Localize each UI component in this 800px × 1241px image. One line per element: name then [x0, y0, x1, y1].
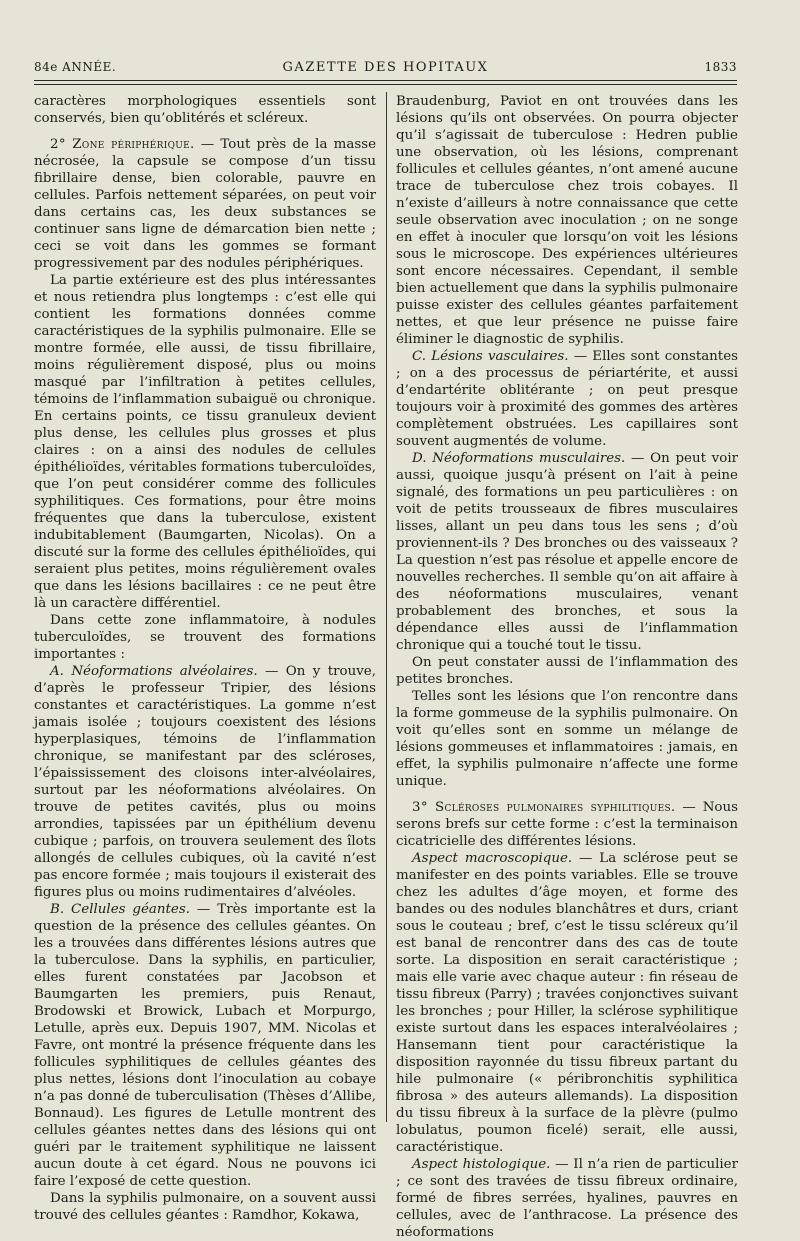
paragraph-text: — Nous serons brefs sur cette forme : c’est la terminaison cicatricielle des différentes lésions.	[396, 800, 738, 849]
paragraph-text: Dans la syphilis pulmonaire, on a souvent aussi trouvé des cellules géantes : Ramdhor, Kokawa,	[34, 1191, 376, 1223]
column-divider	[386, 92, 387, 1122]
running-header	[34, 60, 737, 76]
paragraph	[34, 272, 376, 612]
paragraph	[34, 93, 376, 127]
section-heading: 2° Zone périphérique.	[50, 137, 195, 152]
paragraph	[396, 850, 738, 1156]
header-year: 84e ANNÉE.	[34, 60, 117, 74]
paragraph	[396, 654, 738, 688]
header-rule-bottom	[34, 84, 737, 85]
paragraph-text: On peut constater aussi de l’inflammation des petites bronches.	[396, 655, 738, 687]
subsection-heading: C. Lésions vasculaires.	[412, 349, 569, 364]
paragraph-text: — On y trouve, d’après le professeur Tripier, des lésions constantes et caractéristiques. La gomme n’est jamais isolée ; toujours coexistent des lésions hyperplasiques, témoins de l’inflammation chronique, se manifestant par des scléroses, l’épaississement des cloisons inter-alvéolaires, surtout par les néoformations alvéolaires. On trouve de petites cavités, plus ou moins arrondies, tapissées par un épithélium devenu cubique ; parfois, on trouvera seulement des îlots allongés de cellules cubiques, où la cavité n’est pas encore formée ; mais toujours il existerait des figures plus ou moins rudimentaires d’alvéoles.	[34, 664, 376, 900]
paragraph-text: — La sclérose peut se manifester en des points variables. Elle se trouve chez les adultes d’âge moyen, et forme des bandes ou des nodules blanchâtres et durs, criant sous le couteau ; bref, c’est le tissu scléreux qu’il est banal de rencontrer dans des cas de toute sorte. La disposition en serait caractéristique ; mais elle varie avec chaque auteur : fin réseau de tissu fibreux (Parry) ; travées conjonctives suivant les bronches ; pour Hiller, la sclérose syphilitique existe surtout dans les espaces interalvéolaires ; Hansemann tient pour caractéristique la disposition rayonnée du tissu fibreux partant du hile pulmonaire (« péribronchitis syphilitica fibrosa » des auteurs allemands). La disposition du tissu fibreux à la surface de la plèvre (pulmo lobulatus, poumon ficelé) serait, elle aussi, caractéristique.	[396, 851, 738, 1155]
paragraph-text: Dans cette zone inflammatoire, à nodules tuberculoïdes, se trouvent des formations importantes :	[34, 613, 376, 662]
subsection-heading: D. Néoformations musculaires.	[412, 451, 626, 466]
subsection-heading: Aspect histologique.	[412, 1157, 551, 1172]
left-column	[34, 93, 376, 1224]
paragraph	[34, 663, 376, 901]
paragraph-text: Telles sont les lésions que l’on rencontre dans la forme gommeuse de la syphilis pulmonaire. On voit qu’elles sont en somme un mélange de lésions gommeuses et inflammatoires : jamais, en effet, la syphilis pulmonaire n’affecte une forme unique.	[396, 689, 738, 789]
section-heading: 3° Scléroses pulmonaires syphilitiques.	[412, 800, 676, 815]
paragraph	[34, 1190, 376, 1224]
paragraph	[34, 612, 376, 663]
paragraph-text: — Tout près de la masse nécrosée, la capsule se compose d’un tissu fibrillaire dense, bien colorable, pauvre en cellules. Parfois nettement séparées, on peut voir dans certains cas, les deux substances se continuer sans ligne de démarcation bien nette ; ceci se voit dans les gommes se formant progressivement par des nodules périphériques.	[34, 137, 376, 271]
header-rule-top	[34, 80, 737, 81]
page-number: 1833	[704, 60, 737, 74]
subsection-heading: Aspect macroscopique.	[412, 851, 573, 866]
subsection-heading: B. Cellules géantes.	[50, 902, 190, 917]
paragraph-text: Braudenburg, Paviot en ont trouvées dans les lésions qu’ils ont observées. On pourra objecter qu’il s’agissait de tuberculose : Hedren publie une observation, où les lésions, comprenant follicules et cellules géantes, n’ont amené aucune trace de tuberculose chez trois cobayes. Il n’existe d’ailleurs à notre connaissance que cette seule observation avec inoculation ; on ne songe en effet à inoculer que lorsqu’on voit les lésions sous le microscope. Des expériences ultérieures sont encore nécessaires. Cependant, il semble bien actuellement que dans la syphilis pulmonaire puisse exister des cellules géantes parfaitement nettes, et que leur présence ne puisse faire éliminer le diagnostic de syphilis.	[396, 94, 738, 347]
paragraph-text: — Très importante est la question de la présence des cellules géantes. On les a trouvées dans différentes lésions autres que la tuberculose. Dans la syphilis, en particulier, elles furent constatées par Jacobson et Baumgarten les premiers, puis Renaut, Brodowski et Browick, Lubach et Morpurgo, Letulle, après eux. Depuis 1907, MM. Nicolas et Favre, ont montré la présence fréquente dans les follicules syphilitiques de cellules géantes des plus nettes, lésions dont l’inoculation au cobaye n’a pas donné de tuberculisation (Thèses d’Allibe, Bonnaud). Les figures de Letulle montrent des cellules géantes nettes dans des lésions qui ont guéri par le traitement syphilitique ne laissent aucun doute à cet égard. Nous ne pouvons ici faire l’exposé de cette question.	[34, 902, 376, 1189]
paragraph-text: La partie extérieure est des plus intéressantes et nous retiendra plus longtemps : c’est elle qui contient les formations données comme caractéristiques de la syphilis pulmonaire. Elle se montre formée, elle aussi, de tissu fibrillaire, moins régulièrement disposé, plus ou moins masqué par l’infiltration à petites cellules, témoins de l’inflammation subaiguë ou chronique. En certains points, ce tissu granuleux devient plus dense, les cellules plus grosses et plus claires : on a ainsi des nodules de cellules épithélioïdes, véritables formations tuberculoïdes, que l’on peut considérer comme des follicules syphilitiques. Ces formations, pour être moins fréquentes que dans la tuberculose, existent indubitablement (Baumgarten, Nicolas). On a discuté sur la forme des cellules épithélioïdes, qui seraient plus petites, moins régulièrement ovales que dans les lésions bacillaires : ce ne peut être là un caractère différentiel.	[34, 273, 376, 611]
paragraph	[34, 136, 376, 272]
paragraph	[396, 688, 738, 790]
paragraph-text: caractères morphologiques essentiels sont conservés, bien qu’oblitérés et scléreux.	[34, 94, 376, 126]
paragraph	[34, 901, 376, 1190]
paragraph	[396, 799, 738, 850]
paragraph	[396, 93, 738, 348]
paragraph	[396, 348, 738, 450]
paragraph-text: — Il n’a rien de particulier ; ce sont des travées de tissu fibreux ordinaire, formé de fibres serrées, hyalines, pauvres en cellules, avec de l’anthracose. La présence des néoformations	[396, 1157, 738, 1240]
paragraph	[396, 450, 738, 654]
paragraph-text: — Elles sont constantes ; on a des processus de périartérite, et aussi d’endartérite oblitérante ; on peut presque toujours voir à proximité des gommes des artères complètement obstruées. Les capillaires sont souvent augmentés de volume.	[396, 349, 738, 449]
journal-title: GAZETTE DES HOPITAUX	[282, 60, 489, 75]
paragraph-text: — On peut voir aussi, quoique jusqu’à présent on l’ait à peine signalé, des formations un peu particulières : on voit de petits trousseaux de fibres musculaires lisses, allant un peu dans tous les sens ; d’où proviennent-ils ? Des bronches ou des vaisseaux ? La question n’est pas résolue et appelle encore de nouvelles recherches. Il semble qu’on ait affaire à des néoformations musculaires, venant probablement des bronches, et sous la dépendance elles aussi de l’inflammation chronique qui a touché tout le tissu.	[396, 451, 738, 653]
paragraph	[396, 1156, 738, 1241]
right-column	[396, 93, 738, 1241]
subsection-heading: A. Néoformations alvéolaires.	[50, 664, 258, 679]
